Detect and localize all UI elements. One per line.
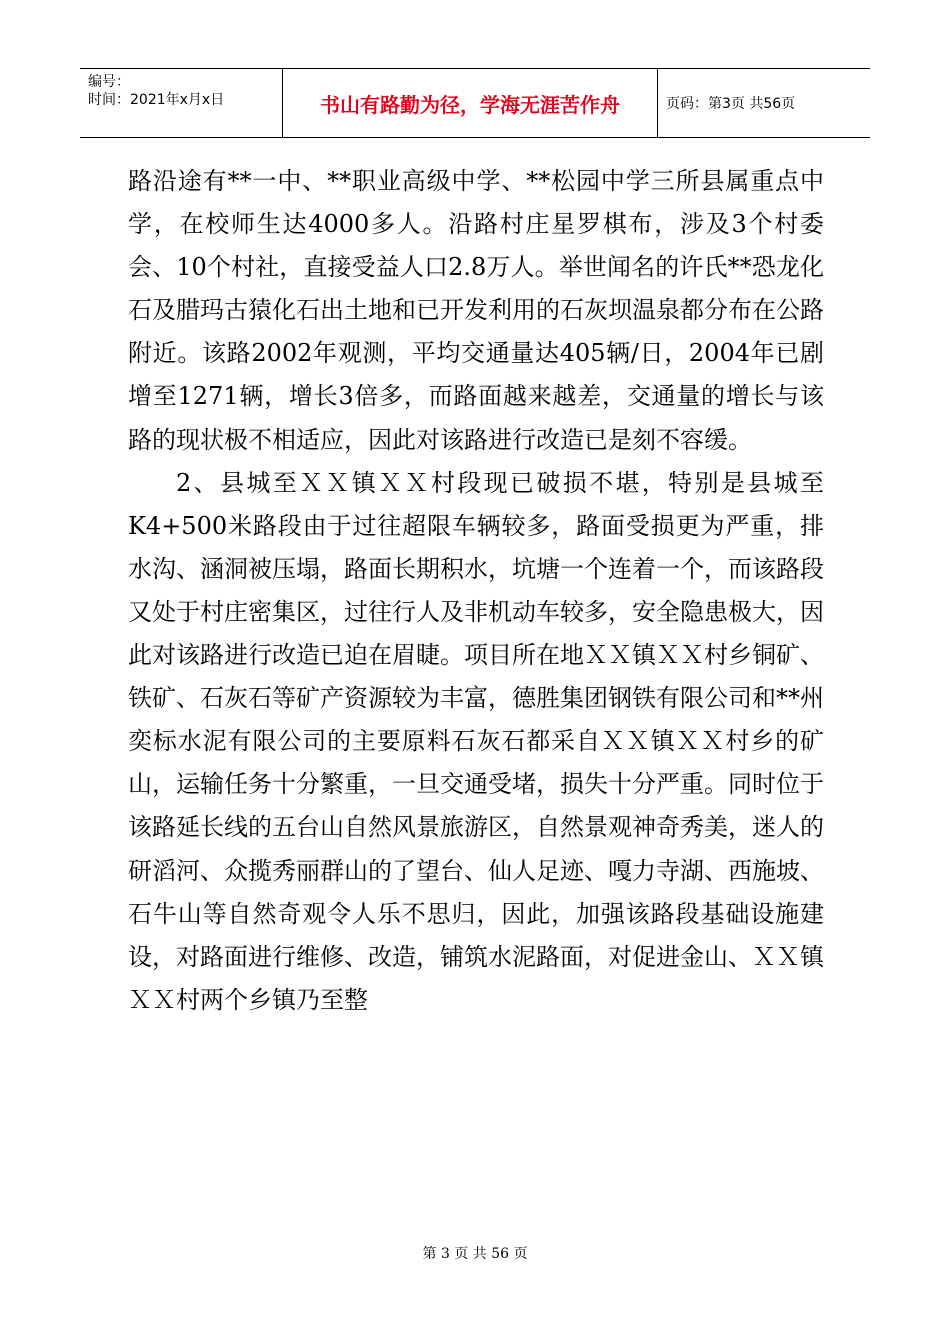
- body-paragraph: 路沿途有**一中、**职业高级中学、**松园中学三所县属重点中学，在校师生达4000多人。沿路村庄星罗棋布，涉及3个村委会、10个村社，直接受益人口2.8万人。举世闻名的许氏**恐龙化石及腊玛古猿化石出土地和已开发利用的石灰坝温泉都分布在公路附近。该路2002年观测，平均交通量达405辆/日，2004年已剧增至1271辆，增长3倍多，而路面越来越差，交通量的增长与该路的现状极不相适应，因此对该路进行改造已是刻不容缓。: [128, 167, 824, 454]
- document-body: [128, 160, 824, 1022]
- page-footer: 第 3 页 共 56 页: [422, 1246, 528, 1262]
- header-motto: 书山有路勤为径，学海无涯苦作舟: [283, 69, 658, 137]
- document-number-label: 编号：: [88, 74, 130, 90]
- header-meta: [80, 69, 283, 137]
- document-date-label: 时间：2021年x月x日: [88, 92, 225, 108]
- page-header: [80, 68, 870, 138]
- body-paragraph: 2、县城至ＸＸ镇ＸＸ村段现已破损不堪，特别是县城至K4+500米路段由于过往超限车辆较多，路面受损更为严重，排水沟、涵洞被压塌，路面长期积水，坑塘一个连着一个，而该路段又处于村庄密集区，过往行人及非机动车较多，安全隐患极大，因此对该路进行改造已迫在眉睫。项目所在地ＸＸ镇ＸＸ村乡铜矿、铁矿、石灰石等矿产资源较为丰富，德胜集团钢铁有限公司和**州奕标水泥有限公司的主要原料石灰石都采自ＸＸ镇ＸＸ村乡的矿山，运输任务十分繁重，一旦交通受堵，损失十分严重。同时位于该路延长线的五台山自然风景旅游区，自然景观神奇秀美，迷人的研滔河、众揽秀丽群山的了望台、仙人足迹、嘎力寺湖、西施坡、石牛山等自然奇观令人乐不思归，因此，加强该路段基础设施建设，对路面进行维修、改造，铺筑水泥路面，对促进金山、ＸＸ镇ＸＸ村两个乡镇乃至整: [128, 468, 824, 1014]
- header-page-code: 页码：第3页 共56页: [666, 96, 796, 112]
